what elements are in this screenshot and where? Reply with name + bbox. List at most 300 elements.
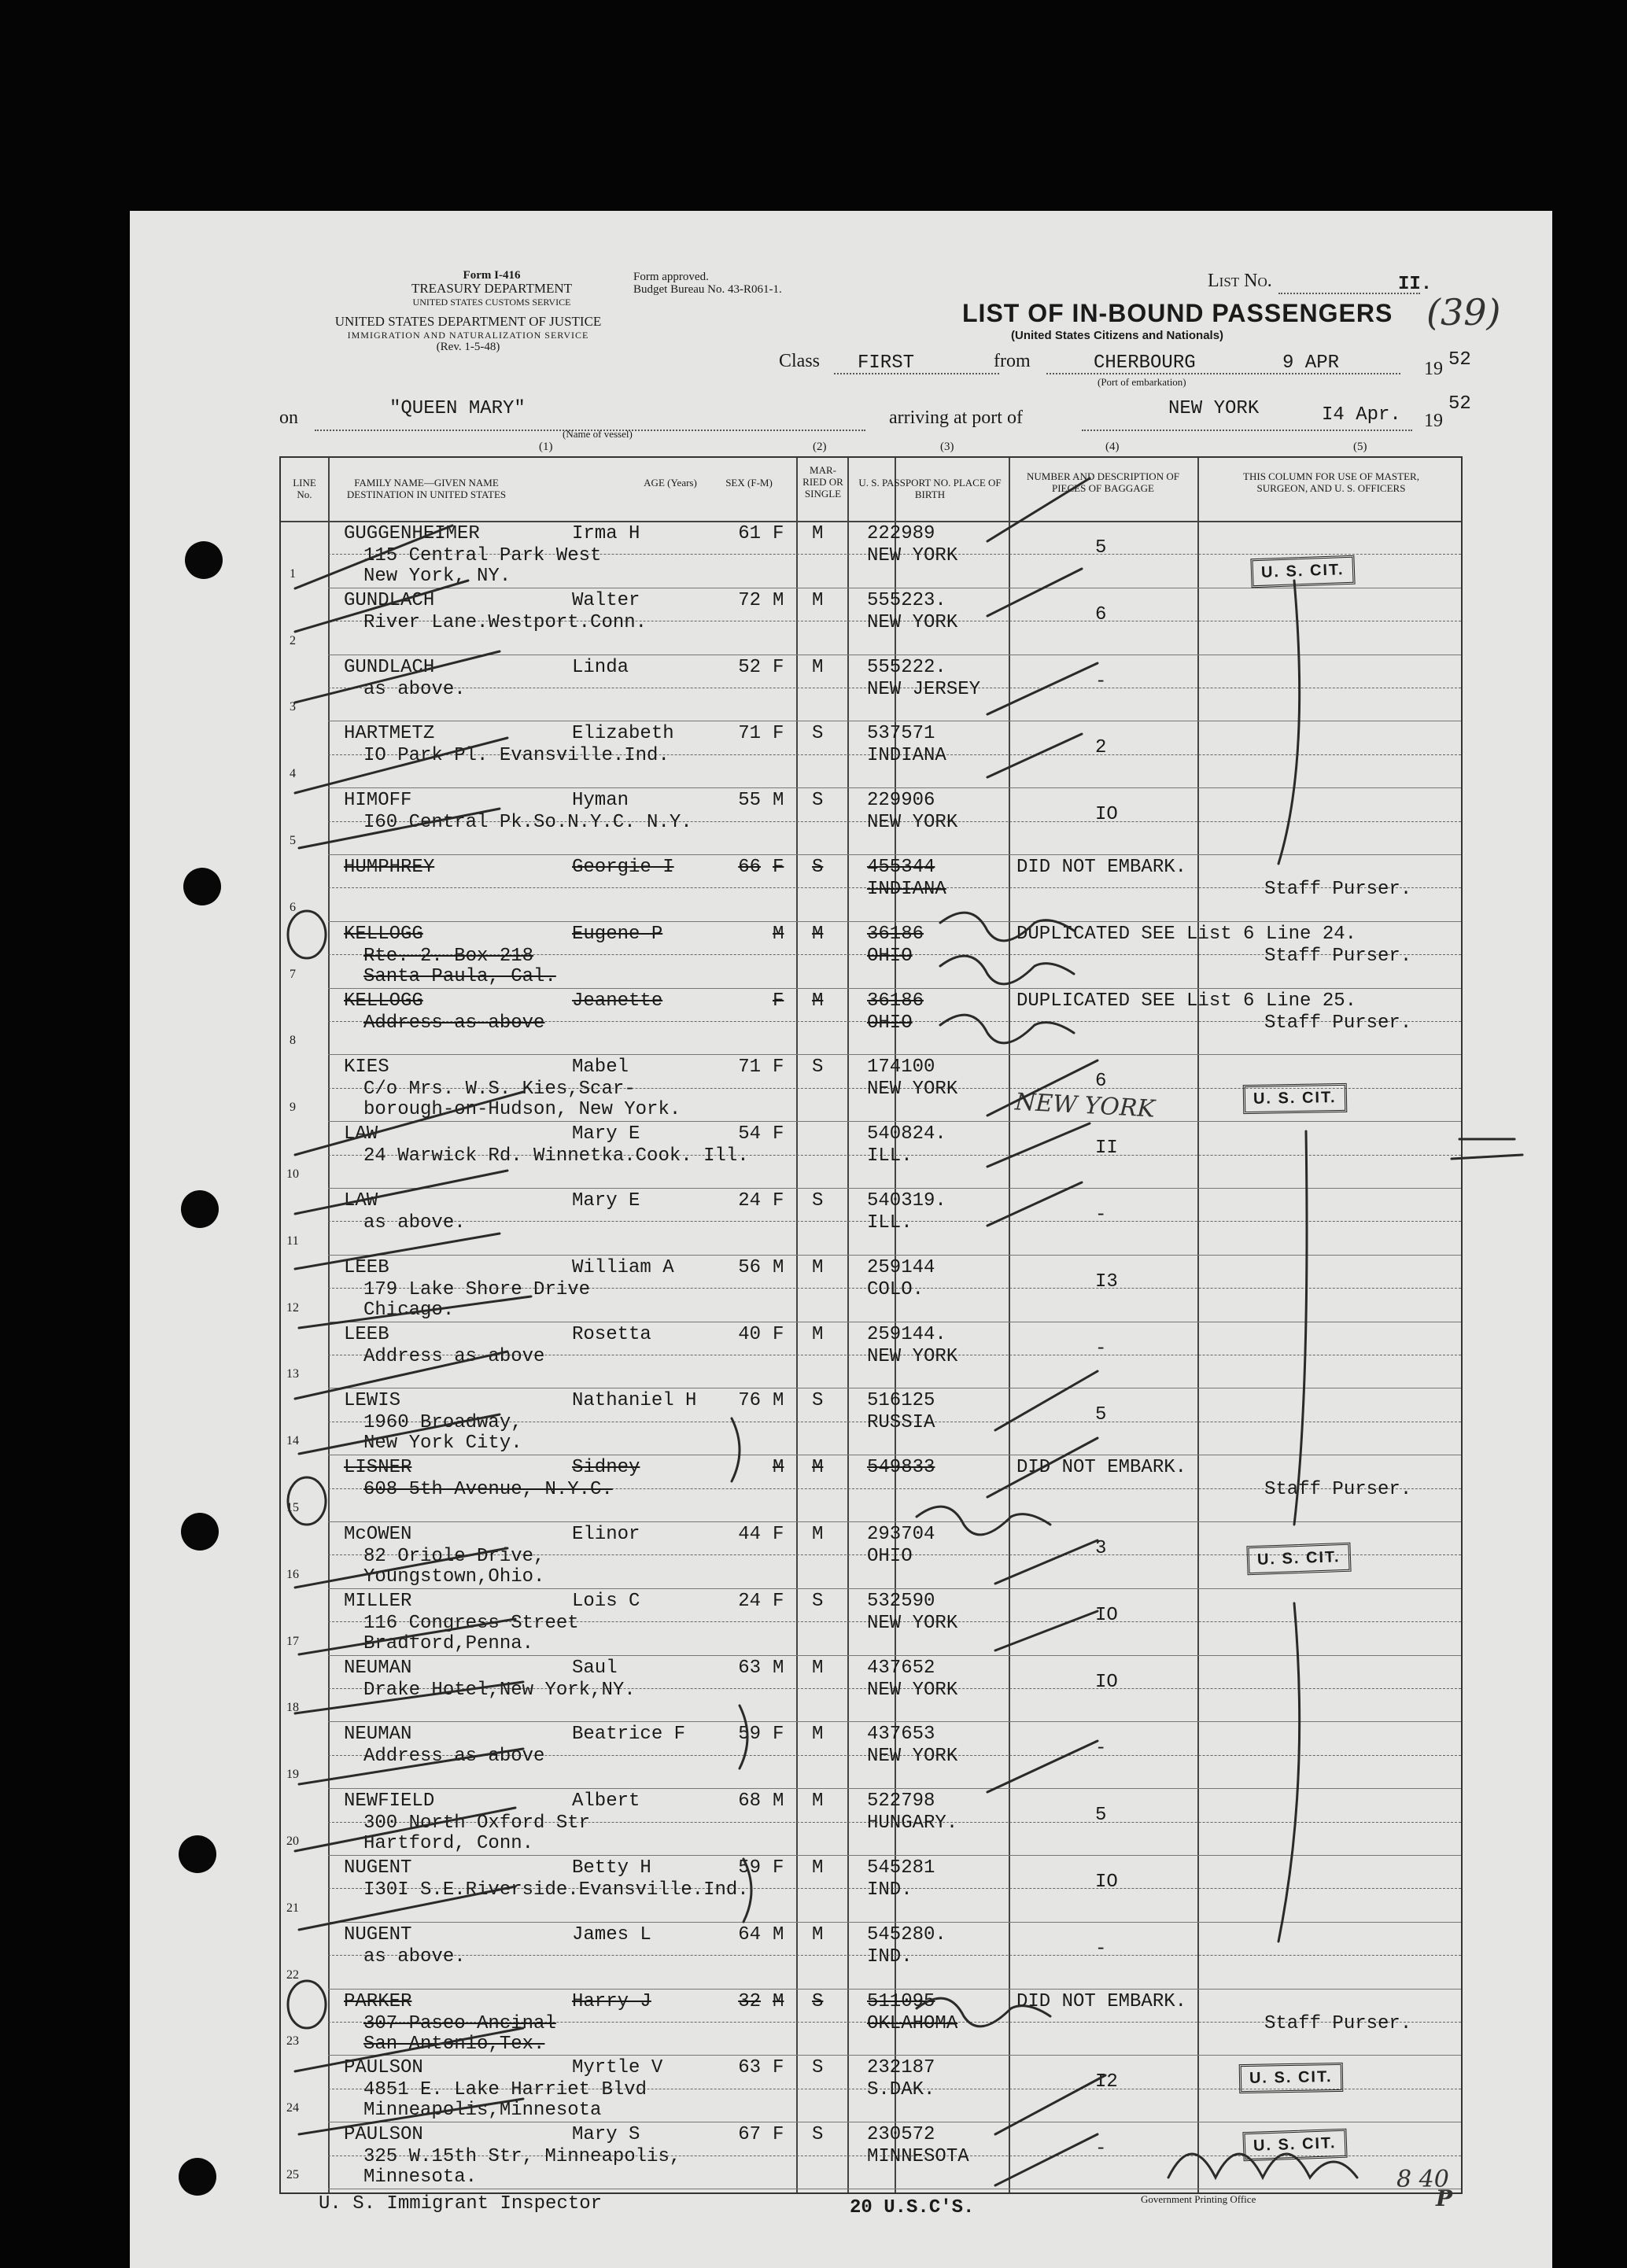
baggage-count: 6 [1095, 1071, 1107, 1093]
passenger-family-name: HARTMETZ [344, 723, 435, 745]
row-line-number: 12 [286, 1300, 299, 1315]
budget-bureau: Budget Bureau No. 43-R061-1. [633, 283, 782, 296]
passenger-age: 52 [738, 656, 761, 678]
passenger-age: 54 [738, 1123, 761, 1145]
passenger-given-name: William A [572, 1256, 674, 1278]
passenger-marital-status: S [812, 2124, 824, 2146]
passenger-age: 63 [738, 2057, 761, 2079]
printer-note: Government Printing Office [1141, 2193, 1256, 2205]
row-line-number: 6 [290, 900, 296, 914]
row-separator [328, 1121, 1461, 1122]
baggage-count: - [1095, 1204, 1107, 1226]
passenger-family-name: NUGENT [344, 1857, 412, 1879]
column-divider [796, 458, 798, 2192]
baggage-count: II [1095, 1138, 1118, 1160]
passenger-age: 32 [738, 1990, 761, 2012]
baggage-count: IO [1095, 1604, 1118, 1626]
row-separator [328, 1721, 1461, 1722]
passenger-given-name: Linda [572, 656, 629, 678]
passenger-given-name: Rosetta [572, 1323, 651, 1345]
place-of-birth: RUSSIA [867, 1412, 935, 1434]
baggage-count: 5 [1095, 1805, 1107, 1827]
baggage-count: DUPLICATED SEE List 6 Line 25. [1016, 990, 1357, 1012]
place-of-birth: OHIO [867, 1012, 913, 1034]
row-separator [328, 1521, 1461, 1522]
passenger-given-name: Betty H [572, 1857, 651, 1879]
passenger-address: 179 Lake Shore Drive Chicago. [363, 1278, 591, 1321]
passport-number: 259144. [867, 1323, 946, 1345]
punch-hole [185, 541, 223, 579]
place-of-birth: NEW YORK [867, 1746, 958, 1768]
row-separator [328, 2055, 1461, 2056]
passport-number: 222989 [867, 523, 935, 544]
passenger-address: Drake Hotel,New York,NY. [363, 1679, 636, 1701]
passenger-family-name: HUMPHREY [344, 857, 435, 878]
passenger-age: 61 [738, 523, 761, 544]
passenger-family-name: NEWFIELD [344, 1790, 435, 1813]
column-divider [1197, 458, 1199, 2192]
baggage-count: - [1095, 670, 1107, 692]
row-line-number: 18 [286, 1701, 299, 1715]
passenger-given-name: Hyman [572, 790, 629, 812]
passenger-given-name: Lois C [572, 1590, 640, 1612]
baggage-count: DUPLICATED SEE List 6 Line 24. [1016, 923, 1357, 945]
year-1: 52 [1448, 349, 1471, 371]
punch-hole [179, 1835, 216, 1873]
passenger-given-name: Mabel [572, 1057, 629, 1079]
baggage-count: DID NOT EMBARK. [1016, 1990, 1187, 2012]
passport-number: 259144 [867, 1256, 935, 1278]
us-cit-stamp: U. S. CIT. [1243, 1083, 1347, 1114]
passenger-given-name: Irma H [572, 523, 640, 544]
column-divider [847, 458, 849, 2192]
passenger-family-name: HIMOFF [344, 790, 412, 812]
passport-number: 293704 [867, 1524, 935, 1545]
passenger-address: 4851 E. Lake Harriet Blvd Minneapolis,Minnesota [363, 2079, 647, 2122]
place-of-birth: NEW YORK [867, 545, 958, 566]
passport-number: 545280. [867, 1923, 946, 1945]
passenger-family-name: LEWIS [344, 1390, 401, 1412]
row-line-number: 13 [286, 1367, 299, 1381]
passenger-sex: F [773, 723, 784, 745]
officer-note: Staff Purser. [1264, 2012, 1412, 2034]
passport-number: 545281 [867, 1857, 935, 1879]
officer-note: Staff Purser. [1264, 1012, 1412, 1034]
column-number: (2) [813, 441, 827, 453]
baggage-count: DID NOT EMBARK. [1016, 857, 1187, 878]
passenger-address: IO Park Pl. Evansville.Ind. [363, 745, 670, 767]
passenger-marital-status: M [812, 1256, 824, 1278]
passenger-given-name: Mary E [572, 1190, 640, 1211]
passenger-sex: F [773, 1724, 784, 1746]
us-cit-stamp: U. S. CIT. [1246, 1543, 1351, 1576]
punch-hole [179, 2158, 216, 2196]
passenger-given-name: Beatrice F [572, 1724, 686, 1746]
place-of-birth: OHIO [867, 945, 913, 967]
place-of-birth: HUNGARY. [867, 1813, 958, 1835]
passenger-age: 24 [738, 1190, 761, 1211]
page-subtitle: (United States Citizens and Nationals) [1011, 329, 1224, 342]
passenger-given-name: Georgie I [572, 857, 674, 878]
passport-number: 532590 [867, 1590, 935, 1612]
column-number: (4) [1105, 441, 1120, 453]
passenger-given-name: James L [572, 1923, 651, 1945]
on-label: on [279, 408, 298, 428]
row-separator [328, 1188, 1461, 1189]
passenger-sex: M [773, 1390, 784, 1412]
vessel-name: "QUEEN MARY" [389, 398, 526, 419]
passenger-sex: M [773, 1457, 784, 1479]
passenger-age: 66 [738, 857, 761, 878]
passenger-marital-status: S [812, 857, 824, 878]
col-header-passport: U. S. PASSPORT NO. PLACE OF BIRTH [858, 477, 1002, 500]
row-separator [328, 1255, 1461, 1256]
column-number: (1) [539, 441, 553, 453]
passenger-sex: M [773, 1990, 784, 2012]
place-of-birth: INDIANA [867, 745, 946, 767]
passenger-address: as above. [363, 1945, 466, 1967]
passenger-sex: M [773, 1790, 784, 1813]
row-line-number: 20 [286, 1835, 299, 1848]
passenger-family-name: PAULSON [344, 2057, 423, 2079]
revision-date: (Rev. 1-5-48) [436, 341, 500, 353]
passenger-given-name: Sidney [572, 1457, 640, 1479]
passport-number: 537571 [867, 723, 935, 745]
passenger-given-name: Nathaniel H [572, 1390, 697, 1412]
passenger-address: Address as above [363, 1012, 545, 1034]
baggage-count: IO [1095, 1671, 1118, 1693]
passenger-age: 67 [738, 2124, 761, 2146]
passport-number: 36186 [867, 990, 924, 1012]
from-port: CHERBOURG [1094, 352, 1196, 374]
arrival-port: NEW YORK [1168, 398, 1260, 419]
treasury-department: TREASURY DEPARTMENT [411, 281, 573, 296]
passenger-marital-status: M [812, 523, 824, 544]
passport-number: 232187 [867, 2057, 935, 2079]
passenger-age: 59 [738, 1857, 761, 1879]
passenger-marital-status: M [812, 656, 824, 678]
row-line-number: 14 [286, 1434, 299, 1448]
passenger-given-name: Myrtle V [572, 2057, 663, 2079]
baggage-count: I2 [1095, 2071, 1118, 2093]
row-line-number: 25 [286, 2168, 299, 2181]
row-line-number: 17 [286, 1634, 299, 1648]
passenger-address: River Lane.Westport.Conn. [363, 611, 647, 633]
passenger-family-name: GUNDLACH [344, 656, 435, 678]
passport-number: 516125 [867, 1390, 935, 1412]
passenger-marital-status: M [812, 1524, 824, 1545]
place-of-birth: COLO. [867, 1278, 924, 1300]
passenger-marital-status: S [812, 723, 824, 745]
passenger-age: 68 [738, 1790, 761, 1813]
passenger-age: 44 [738, 1524, 761, 1545]
row-line-number: 11 [286, 1234, 299, 1248]
place-of-birth: NEW YORK [867, 611, 958, 633]
passenger-family-name: GUNDLACH [344, 589, 435, 611]
row-separator [328, 988, 1461, 989]
class-value: FIRST [858, 352, 915, 374]
passenger-address: 115 Central Park West New York, NY. [363, 545, 602, 587]
class-label: Class [779, 351, 821, 371]
passenger-sex: M [773, 589, 784, 611]
row-line-number: 5 [290, 834, 296, 847]
passenger-marital-status: S [812, 1190, 824, 1211]
from-label: from [994, 351, 1031, 371]
row-line-number: 15 [286, 1501, 299, 1514]
passenger-family-name: LAW [344, 1123, 378, 1145]
passenger-given-name: Mary E [572, 1123, 640, 1145]
passenger-family-name: PARKER [344, 1990, 412, 2012]
row-line-number: 3 [290, 700, 296, 714]
place-of-birth: ILL. [867, 1145, 913, 1167]
passenger-address: I60 Central Pk.So.N.Y.C. N.Y. [363, 812, 692, 834]
passenger-given-name: Elinor [572, 1524, 640, 1545]
passenger-given-name: Mary S [572, 2124, 640, 2146]
passenger-sex: F [773, 523, 784, 544]
place-of-birth: NEW YORK [867, 1679, 958, 1701]
row-line-number: 2 [290, 633, 296, 647]
passenger-marital-status: M [812, 1923, 824, 1945]
officer-note: Staff Purser. [1264, 945, 1412, 967]
year-prefix-1: 19 [1424, 359, 1443, 379]
row-separator [328, 1588, 1461, 1589]
passport-number: 36186 [867, 923, 924, 945]
passenger-sex: F [773, 1123, 784, 1145]
passport-number: 555222. [867, 656, 946, 678]
place-of-birth: S.DAK. [867, 2079, 935, 2101]
col-header-officer-use: THIS COLUMN FOR USE OF MASTER, SURGEON, AND U. S. OFFICERS [1243, 470, 1419, 494]
passenger-given-name: Saul [572, 1657, 618, 1679]
place-of-birth: ILL. [867, 1212, 913, 1234]
passenger-family-name: GUGGENHEIMER [344, 523, 480, 544]
row-line-number: 7 [290, 967, 296, 981]
column-number: (3) [940, 441, 954, 453]
baggage-count: 5 [1095, 537, 1107, 559]
passenger-sex: F [773, 1524, 784, 1545]
passenger-age: 72 [738, 589, 761, 611]
passport-number: 437652 [867, 1657, 935, 1679]
punch-hole [183, 868, 221, 905]
passenger-address: 325 W.15th Str, Minneapolis, Minnesota. [363, 2146, 681, 2189]
passport-number: 511095 [867, 1990, 935, 2012]
passenger-sex: F [773, 1323, 784, 1345]
passenger-address: 608 5th Avenue, N.Y.C. [363, 1479, 613, 1501]
passenger-marital-status: S [812, 1590, 824, 1612]
passenger-age: 64 [738, 1923, 761, 1945]
customs-service: UNITED STATES CUSTOMS SERVICE [412, 297, 571, 308]
place-of-birth: NEW YORK [867, 1079, 958, 1101]
passenger-address: I30I S.E.Riverside.Evansville.Ind. [363, 1879, 749, 1901]
passenger-sex: M [773, 1657, 784, 1679]
row-separator [328, 1655, 1461, 1656]
punch-hole [181, 1513, 219, 1551]
passenger-address: 1960 Broadway, New York City. [363, 1412, 522, 1455]
passenger-sex: F [773, 857, 784, 878]
baggage-count: - [1095, 1938, 1107, 1960]
row-line-number: 4 [290, 767, 296, 781]
col-header-married: MAR- RIED OR SINGLE [802, 464, 843, 500]
arriving-label: arriving at port of [889, 408, 1023, 428]
place-of-birth: IND. [867, 1945, 913, 1967]
row-line-number: 1 [290, 566, 296, 581]
passenger-age: 71 [738, 723, 761, 745]
passenger-family-name: KELLOGG [344, 923, 423, 945]
row-line-number: 22 [286, 1967, 299, 1982]
ins-service: IMMIGRATION AND NATURALIZATION SERVICE [347, 330, 589, 341]
passenger-family-name: KELLOGG [344, 990, 423, 1012]
passport-number: 549833 [867, 1457, 935, 1479]
col-header-age: AGE (Years) [644, 477, 697, 489]
passenger-sex: F [773, 1857, 784, 1879]
passenger-address: 300 North Oxford Str Hartford, Conn. [363, 1813, 591, 1855]
vessel-caption: (Name of vessel) [563, 428, 633, 440]
list-no-label: List No. [1208, 271, 1272, 291]
passenger-marital-status: S [812, 1990, 824, 2012]
justice-department: UNITED STATES DEPARTMENT OF JUSTICE [334, 314, 602, 329]
row-separator [328, 854, 1461, 855]
place-of-birth: IND. [867, 1879, 913, 1901]
arrival-dots [1082, 430, 1412, 431]
handwritten-new-york: NEW YORK [1014, 1088, 1156, 1123]
from-date: 9 APR [1282, 352, 1340, 374]
passenger-sex: F [773, 2057, 784, 2079]
passenger-address: Rte. 2. Box 218 Santa Paula, Cal. [363, 945, 556, 987]
passenger-given-name: Jeanette [572, 990, 663, 1012]
column-divider [328, 458, 330, 2192]
passenger-family-name: McOWEN [344, 1524, 412, 1545]
passenger-sex: F [773, 2124, 784, 2146]
form-number: Form I-416 [463, 269, 521, 282]
baggage-count: - [1095, 2138, 1107, 2160]
passenger-family-name: NUGENT [344, 1923, 412, 1945]
baggage-count: 5 [1095, 1404, 1107, 1426]
col-header-name: FAMILY NAME—GIVEN NAME DESTINATION IN UNITED STATES [346, 477, 507, 500]
baggage-count: I3 [1095, 1270, 1118, 1293]
row-line-number: 23 [286, 2034, 299, 2049]
passenger-given-name: Albert [572, 1790, 640, 1813]
year-prefix-2: 19 [1424, 411, 1443, 431]
row-separator [328, 1989, 1461, 1990]
passenger-sex: F [773, 656, 784, 678]
form-approved: Form approved. [633, 271, 709, 283]
row-line-number: 10 [286, 1167, 299, 1181]
officer-note: Staff Purser. [1264, 879, 1412, 900]
passenger-sex: F [773, 1057, 784, 1079]
row-line-number: 21 [286, 1901, 299, 1915]
passenger-given-name: Elizabeth [572, 723, 674, 745]
passenger-marital-status: M [812, 1323, 824, 1345]
arrival-date: I4 Apr. [1322, 404, 1401, 426]
year-2: 52 [1448, 393, 1471, 415]
passenger-marital-status: M [812, 1857, 824, 1879]
officer-note: Staff Purser. [1264, 1479, 1412, 1501]
passport-number: 540319. [867, 1190, 946, 1211]
passenger-address: C/o Mrs. W.S. Kies,Scar- borough-on-Hudson, New York. [363, 1079, 681, 1121]
passenger-family-name: KIES [344, 1057, 389, 1079]
row-line-number: 9 [290, 1101, 296, 1115]
place-of-birth: OKLAHOMA [867, 2012, 958, 2034]
port-caption: (Port of embarkation) [1098, 376, 1186, 388]
row-separator [328, 1054, 1461, 1055]
passenger-family-name: PAULSON [344, 2124, 423, 2146]
passenger-marital-status: S [812, 790, 824, 812]
passenger-age: 56 [738, 1256, 761, 1278]
list-no-handwritten: (39) [1426, 291, 1501, 334]
row-line-number: 8 [290, 1034, 296, 1048]
us-cit-stamp: U. S. CIT. [1242, 2129, 1347, 2162]
passenger-age: 40 [738, 1323, 761, 1345]
passenger-age: 55 [738, 790, 761, 812]
column-number: (5) [1353, 441, 1367, 453]
passenger-age: 63 [738, 1657, 761, 1679]
passenger-sex: F [773, 1590, 784, 1612]
handwritten-count: 8 40 [1396, 2166, 1449, 2193]
passenger-family-name: LEEB [344, 1323, 389, 1345]
passenger-marital-status: S [812, 2057, 824, 2079]
passenger-manifest-sheet [130, 211, 1552, 2268]
passenger-address: Address as above [363, 1746, 545, 1768]
passenger-address: 307 Paseo Ancinal San Antonio,Tex. [363, 2012, 556, 2055]
place-of-birth: NEW YORK [867, 812, 958, 834]
passenger-table [279, 456, 1463, 2194]
passenger-marital-status: S [812, 1390, 824, 1412]
passport-number: 229906 [867, 790, 935, 812]
place-of-birth: INDIANA [867, 879, 946, 900]
column-divider [1009, 458, 1010, 2192]
passenger-sex: F [773, 990, 784, 1012]
passenger-sex: M [773, 790, 784, 812]
passport-number: 555223. [867, 589, 946, 611]
passport-number: 437653 [867, 1724, 935, 1746]
passenger-address: 82 Oriole Drive, Youngstown,Ohio. [363, 1546, 545, 1588]
baggage-count: IO [1095, 804, 1118, 826]
passenger-marital-status: S [812, 1057, 824, 1079]
passenger-address: 24 Warwick Rd. Winnetka.Cook. Ill. [363, 1145, 749, 1167]
row-line-number: 19 [286, 1768, 299, 1782]
us-citizen-count: 20 U.S.C'S. [850, 2197, 975, 2218]
baggage-count: IO [1095, 1872, 1118, 1893]
passport-number: 230572 [867, 2124, 935, 2146]
baggage-count: DID NOT EMBARK. [1016, 1457, 1187, 1479]
handwritten-initial: P [1436, 2185, 1453, 2211]
passenger-marital-status: M [812, 990, 824, 1012]
passenger-given-name: Harry J [572, 1990, 651, 2012]
passenger-family-name: MILLER [344, 1590, 412, 1612]
row-separator [328, 921, 1461, 922]
passenger-marital-status: M [812, 589, 824, 611]
passenger-marital-status: M [812, 1457, 824, 1479]
place-of-birth: MINNESOTA [867, 2146, 969, 2168]
passenger-age: 59 [738, 1724, 761, 1746]
place-of-birth: OHIO [867, 1546, 913, 1567]
us-cit-stamp: U. S. CIT. [1239, 2063, 1343, 2093]
passenger-family-name: LEEB [344, 1256, 389, 1278]
col-header-line-no: LINE No. [293, 477, 316, 500]
passenger-given-name: Eugene P [572, 923, 663, 945]
us-cit-stamp: U. S. CIT. [1250, 555, 1355, 588]
passenger-family-name: NEUMAN [344, 1657, 412, 1679]
baggage-count: 2 [1095, 737, 1107, 759]
row-separator [328, 787, 1461, 788]
col-header-baggage: NUMBER AND DESCRIPTION OF PIECES OF BAGGAGE [1027, 470, 1179, 494]
passport-number: 540824. [867, 1123, 946, 1145]
passenger-marital-status: M [812, 1657, 824, 1679]
inspector-label: U. S. Immigrant Inspector [319, 2193, 603, 2215]
passenger-age: 24 [738, 1590, 761, 1612]
passenger-sex: F [773, 1190, 784, 1211]
passenger-family-name: LAW [344, 1190, 378, 1211]
header-separator [281, 521, 1461, 522]
